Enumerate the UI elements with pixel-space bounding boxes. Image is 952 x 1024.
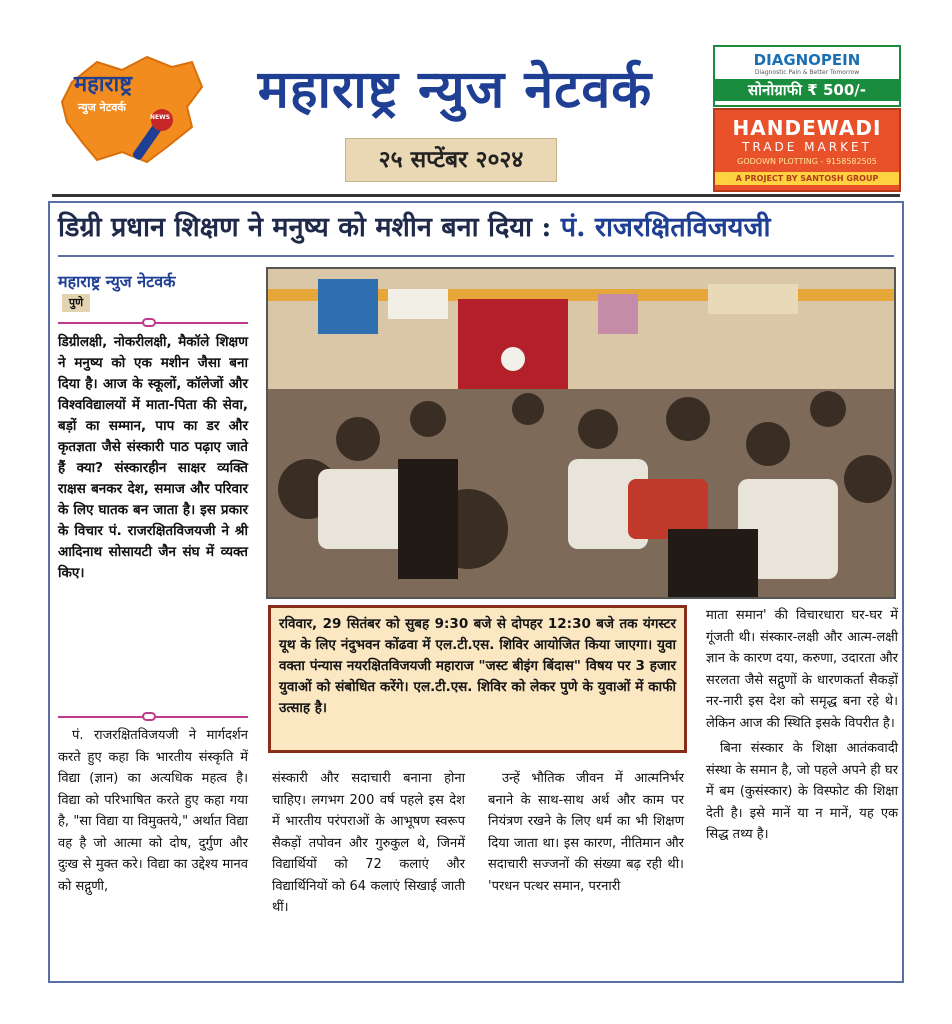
- handewadi-ad[interactable]: [713, 108, 901, 192]
- header-divider: [52, 194, 900, 197]
- ad-brand: DIAGNOPEIN: [753, 51, 861, 69]
- ad-offer: सोनोग्राफी ₹ 500/-: [715, 79, 899, 101]
- ornament-icon: [142, 712, 156, 721]
- issue-date: २५ सप्टेंबर २०२४: [345, 138, 557, 182]
- event-photo: [266, 267, 896, 599]
- headline-divider: [58, 255, 894, 257]
- ad-subtitle: TRADE MARKET: [742, 140, 872, 154]
- ad-line: GODOWN PLOTTING - 9158582505: [737, 157, 877, 166]
- masthead-title: महाराष्ट्र न्युज नेटवर्क: [257, 59, 653, 120]
- lead-paragraph: डिग्रीलक्षी, नोकरीलक्षी, मैकॉले शिक्षण ने मनुष्य को एक मशीन जैसा बना दिया है। आज के स्कूलों, कॉलेजों और विश्वविद्यालयों में माता-पिता की सेवा, बड़ों का सम्मान, पाप का डर और कृतज्ञता जैसे संस्कारी पाठ पढ़ाए जाते हैं क्या? संस्कारहीन साक्षर व्यक्ति राक्षस बनकर देश, समाज और परिवार के लिए घातक बन जाता है। इस प्रकार के विचार पं. राजरक्षितविजयजी ने श्री आदिनाथ सोसायटी जैन संघ में व्यक्त किए।: [58, 334, 248, 581]
- maharashtra-news-logo: [52, 52, 212, 172]
- diagnopein-ad[interactable]: [713, 45, 901, 107]
- dateline-city: पुणे: [62, 294, 90, 312]
- body-column-4: [706, 605, 898, 846]
- headline-author: पं. राजरक्षितविजयजी: [560, 212, 771, 243]
- article-headline: [58, 207, 898, 244]
- ad-tagline: Diagnostic Pain & Better Tomorrow: [754, 69, 860, 76]
- logo-subtitle: न्युज नेटवर्क: [78, 101, 126, 114]
- ad-footer: A PROJECT BY SANTOSH GROUP: [715, 172, 899, 185]
- col4-paragraph-2: बिना संस्कार के शिक्षा आतंकवादी संस्था के समान है, जो पहले अपने ही घर में बम (कुसंस्कार) के विस्फोट की शिक्षा देती है। इसे मानें या न मानें, यह एक सिद्ध तथ्य है।: [706, 741, 898, 842]
- body-column-1: पं. राजरक्षितविजयजी ने मार्गदर्शन करते हुए कहा कि भारतीय संस्कृति में विद्या (ज्ञान) का अत्यधिक महत्व है। विद्या को परिभाषित करते हुए कहा गया है, "सा विद्या या विमुक्तये," अर्थात विद्या वह है जो आत्मा को दोष, दुर्गुण और दुःख से मुक्त करे। विद्या का उद्देश्य मानव को सद्गुणी,: [58, 728, 248, 894]
- logo-title: महाराष्ट्र: [74, 71, 133, 97]
- col4-paragraph-1: माता समान' की विचारधारा घर-घर में गूंजती थी। संस्कार-लक्षी और आत्म-लक्षी ज्ञान के कारण दया, करुणा, उदारता और सरलता जैसे सद्गुणों के धारणकर्ता सैकड़ों नर-नारी इस देश को समृद्ध बना रहे थे। लेकिन आज की स्थिति इसके विपरीत है।: [706, 608, 898, 731]
- ad-title: HANDEWADI: [732, 116, 882, 140]
- body-column-2: संस्कारी और सदाचारी बनाना होना चाहिए। लगभग 200 वर्ष पहले इस देश में भारतीय परंपराओं के आभूषण स्वरूप सैकड़ों तपोवन और गुरुकुल थे, जिनमें विद्यार्थियों को 72 कलाएं और विद्यार्थिनियों को 64 कलाएं सिखाई जाती थीं।: [272, 771, 465, 915]
- event-announcement-box: रविवार, 29 सितंबर को सुबह 9:30 बजे से दोपहर 12:30 बजे तक यंगस्टर यूथ के लिए नंदुभवन कोंढवा में एल.टी.एस. शिविर आयोजित किया जाएगा। युवा वक्ता पंन्यास नयरक्षितविजयजी महाराज "जस्ट बीइंग बिंदास" विषय पर 3 हजार युवाओं को संबोधित करेंगे। एल.टी.एस. शिविर को लेकर पुणे के युवाओं में काफी उत्साह है।: [268, 605, 687, 753]
- audience-photo-icon: [268, 269, 894, 597]
- body-column-3: उन्हें भौतिक जीवन में आत्मनिर्भर बनाने के साथ-साथ अर्थ और काम पर नियंत्रण रखने के लिए धर्म का भी शिक्षण दिया जाता था। इस कारण, नीतिमान और सदाचारी सज्जनों की संख्या बढ़ रही थी। 'परधन पत्थर समान, परनारी: [488, 771, 684, 894]
- ornament-icon: [142, 318, 156, 327]
- logo-badge: NEWS: [150, 114, 171, 121]
- headline-text: डिग्री प्रधान शिक्षण ने मनुष्य को मशीन बना दिया :: [58, 212, 552, 243]
- byline: महाराष्ट्र न्युज नेटवर्क: [58, 272, 176, 291]
